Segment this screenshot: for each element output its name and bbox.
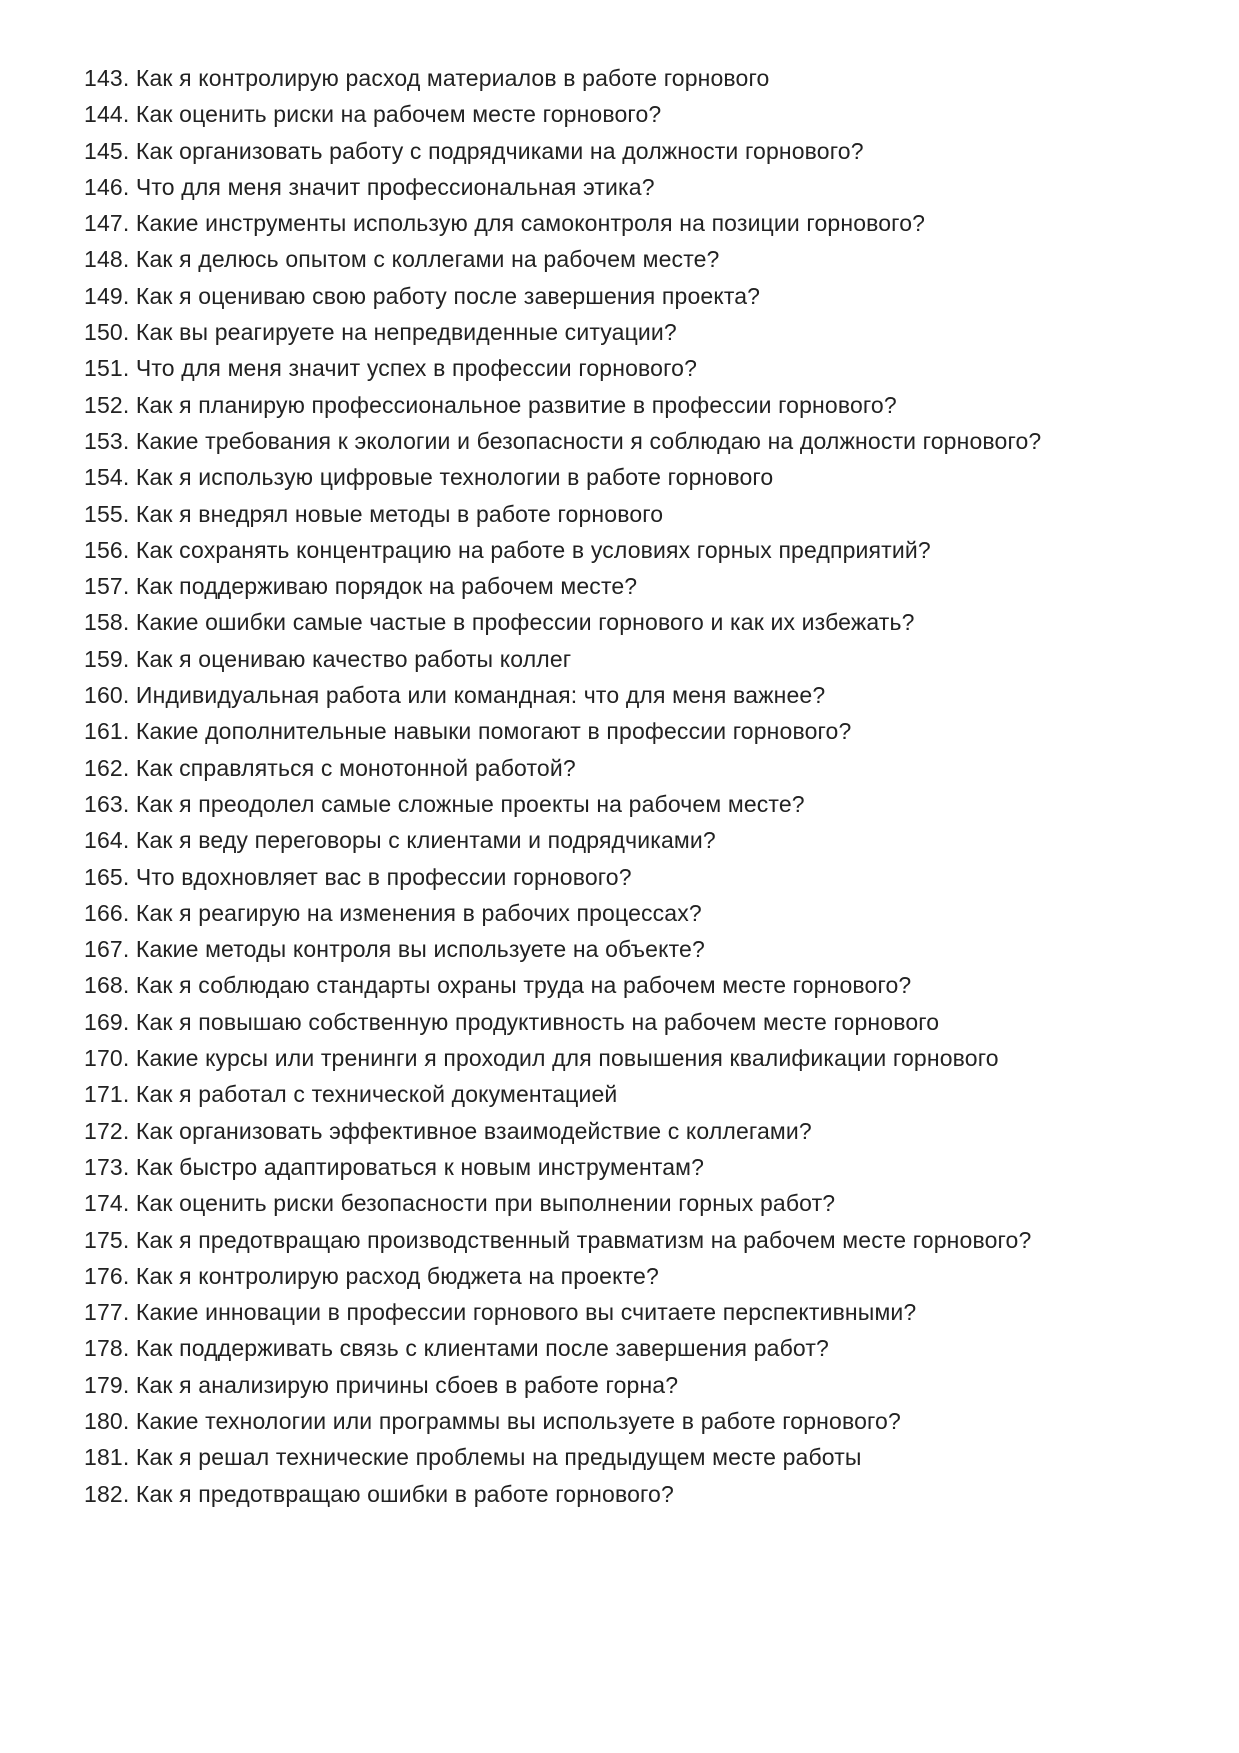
list-item: 172. Как организовать эффективное взаимодействие с коллегами? [84, 1117, 812, 1144]
list-item: 180. Какие технологии или программы вы используете в работе горнового? [84, 1407, 901, 1434]
list-item: 147. Какие инструменты использую для самоконтроля на позиции горнового? [84, 210, 926, 237]
list-item: 176. Как я контролирую расход бюджета на проекте? [84, 1262, 659, 1289]
list-item: 166. Как я реагирую на изменения в рабочих процессах? [84, 899, 702, 926]
list-item: 145. Как организовать работу с подрядчиками на должности горнового? [84, 137, 864, 164]
list-item: 165. Что вдохновляет вас в профессии горнового? [84, 863, 632, 890]
list-item: 146. Что для меня значит профессиональная этика? [84, 173, 655, 200]
list-item: 167. Какие методы контроля вы используете на объекте? [84, 936, 705, 963]
list-item: 182. Как я предотвращаю ошибки в работе горнового? [84, 1480, 674, 1507]
list-item: 179. Как я анализирую причины сбоев в работе горна? [84, 1371, 679, 1398]
list-item: 144. Как оценить риски на рабочем месте горнового? [84, 101, 662, 128]
list-item: 171. Как я работал с технической документацией [84, 1081, 618, 1108]
list-item: 170. Какие курсы или тренинги я проходил для повышения квалификации горнового [84, 1045, 999, 1072]
list-item: 156. Как сохранять концентрацию на работе в условиях горных предприятий? [84, 536, 931, 563]
list-item: 151. Что для меня значит успех в профессии горнового? [84, 355, 698, 382]
list-item: 150. Как вы реагируете на непредвиденные ситуации? [84, 319, 677, 346]
list-item: 149. Как я оцениваю свою работу после завершения проекта? [84, 282, 761, 309]
list-item: 162. Как справляться с монотонной работой? [84, 754, 576, 781]
list-item: 153. Какие требования к экологии и безопасности я соблюдаю на должности горнового? [84, 427, 1042, 454]
list-item: 148. Как я делюсь опытом с коллегами на рабочем месте? [84, 246, 720, 273]
list-item: 178. Как поддерживать связь с клиентами после завершения работ? [84, 1335, 829, 1362]
list-item: 154. Как я использую цифровые технологии в работе горнового [84, 464, 774, 491]
question-list [84, 60, 1041, 1512]
list-item: 168. Как я соблюдаю стандарты охраны труда на рабочем месте горнового? [84, 972, 912, 999]
list-item: 169. Как я повышаю собственную продуктивность на рабочем месте горнового [84, 1008, 940, 1035]
list-item: 159. Как я оцениваю качество работы коллег [84, 645, 572, 672]
list-item: 161. Какие дополнительные навыки помогают в профессии горнового? [84, 718, 852, 745]
list-item: 152. Как я планирую профессиональное развитие в профессии горнового? [84, 391, 897, 418]
list-item: 160. Индивидуальная работа или командная: что для меня важнее? [84, 682, 826, 709]
list-item: 158. Какие ошибки самые частые в профессии горнового и как их избежать? [84, 609, 915, 636]
list-item: 177. Какие инновации в профессии горнового вы считаете перспективными? [84, 1299, 917, 1326]
list-item: 174. Как оценить риски безопасности при выполнении горных работ? [84, 1190, 836, 1217]
list-item: 163. Как я преодолел самые сложные проекты на рабочем месте? [84, 790, 805, 817]
list-item: 173. Как быстро адаптироваться к новым инструментам? [84, 1153, 705, 1180]
list-item: 175. Как я предотвращаю производственный травматизм на рабочем месте горнового? [84, 1226, 1032, 1253]
list-item: 155. Как я внедрял новые методы в работе горнового [84, 500, 664, 527]
list-item: 157. Как поддерживаю порядок на рабочем месте? [84, 573, 638, 600]
list-item: 181. Как я решал технические проблемы на предыдущем месте работы [84, 1444, 862, 1471]
list-item: 143. Как я контролирую расход материалов в работе горнового [84, 65, 770, 91]
list-item: 164. Как я веду переговоры с клиентами и подрядчиками? [84, 827, 716, 854]
